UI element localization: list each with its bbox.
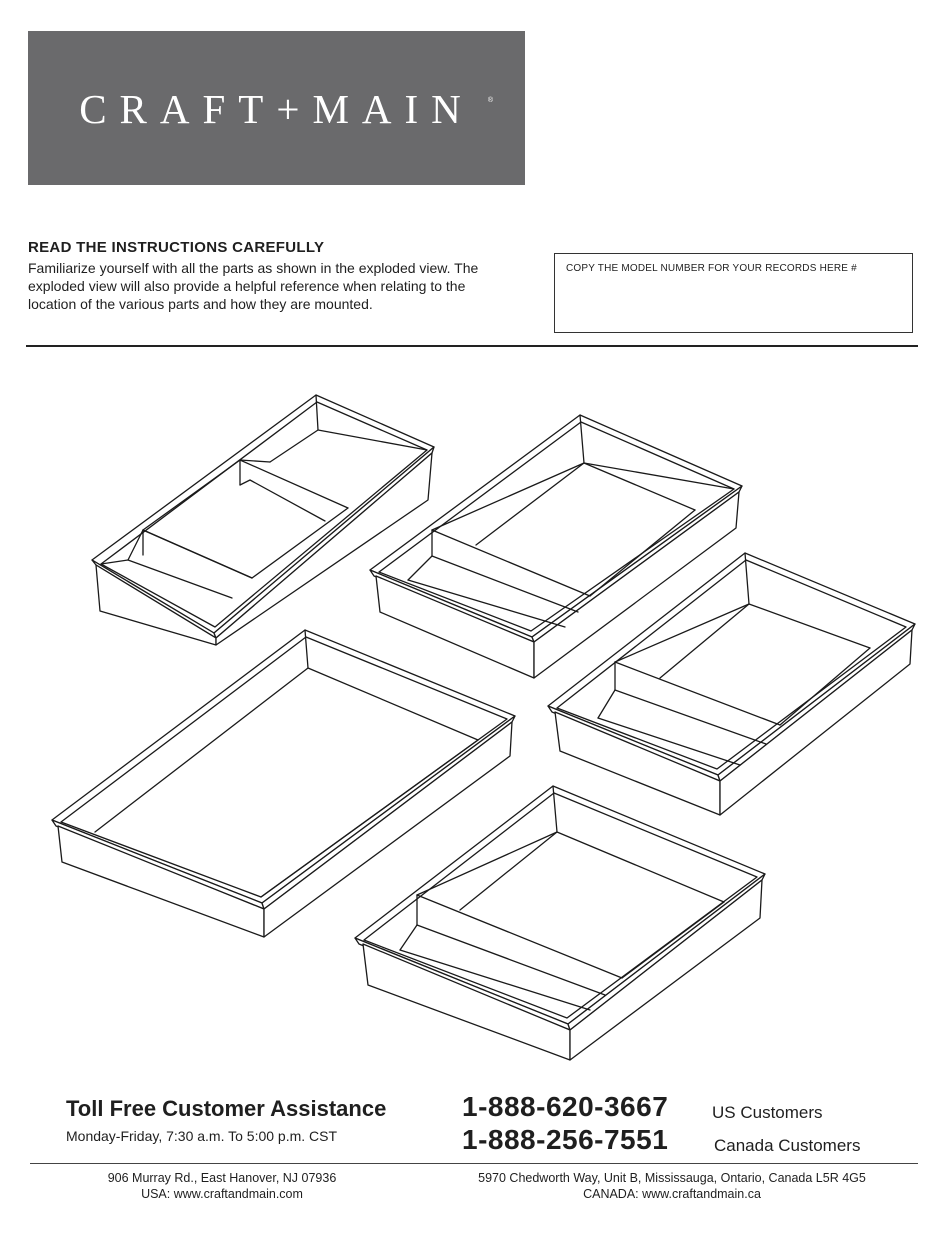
us-address-line: 906 Murray Rd., East Hanover, NJ 07936 bbox=[107, 1171, 337, 1185]
model-number-label: COPY THE MODEL NUMBER FOR YOUR RECORDS HERE # bbox=[566, 263, 857, 274]
us-website-link[interactable]: USA: www.craftandmain.com bbox=[141, 1187, 303, 1201]
footer-divider bbox=[30, 1163, 918, 1164]
assistance-hours: Monday-Friday, 7:30 a.m. To 5:00 p.m. CST bbox=[66, 1128, 338, 1144]
canada-customers-label: Canada Customers bbox=[714, 1136, 861, 1155]
brand-logo-banner bbox=[28, 31, 525, 185]
exploded-view-illustration bbox=[0, 380, 950, 1080]
header-divider bbox=[26, 345, 918, 347]
canada-website-link[interactable]: CANADA: www.craftandmain.ca bbox=[583, 1187, 761, 1201]
canada-address-line: 5970 Chedworth Way, Unit B, Mississauga, Ontario, Canada L5R 4G5 bbox=[478, 1171, 866, 1185]
assistance-title: Toll Free Customer Assistance bbox=[66, 1096, 387, 1121]
instructions-heading: READ THE INSTRUCTIONS CAREFULLY bbox=[28, 239, 325, 256]
registered-mark: ® bbox=[487, 97, 493, 104]
us-phone-number[interactable]: 1-888-620-3667 bbox=[462, 1091, 669, 1122]
us-customers-label: US Customers bbox=[712, 1103, 823, 1122]
us-address bbox=[84, 1170, 360, 1202]
model-number-box[interactable] bbox=[554, 253, 913, 333]
instructions-body: Familiarize yourself with all the parts as shown in the exploded view. The exploded view will also provide a helpful reference when relating to the location of the various parts and how they are mounted. bbox=[28, 260, 479, 312]
tray-small-2-compartment bbox=[355, 786, 765, 1060]
canada-address bbox=[440, 1170, 904, 1202]
brand-logo-text: CRAFT+MAIN bbox=[79, 86, 474, 132]
canada-phone-number[interactable]: 1-888-256-7551 bbox=[462, 1124, 669, 1155]
